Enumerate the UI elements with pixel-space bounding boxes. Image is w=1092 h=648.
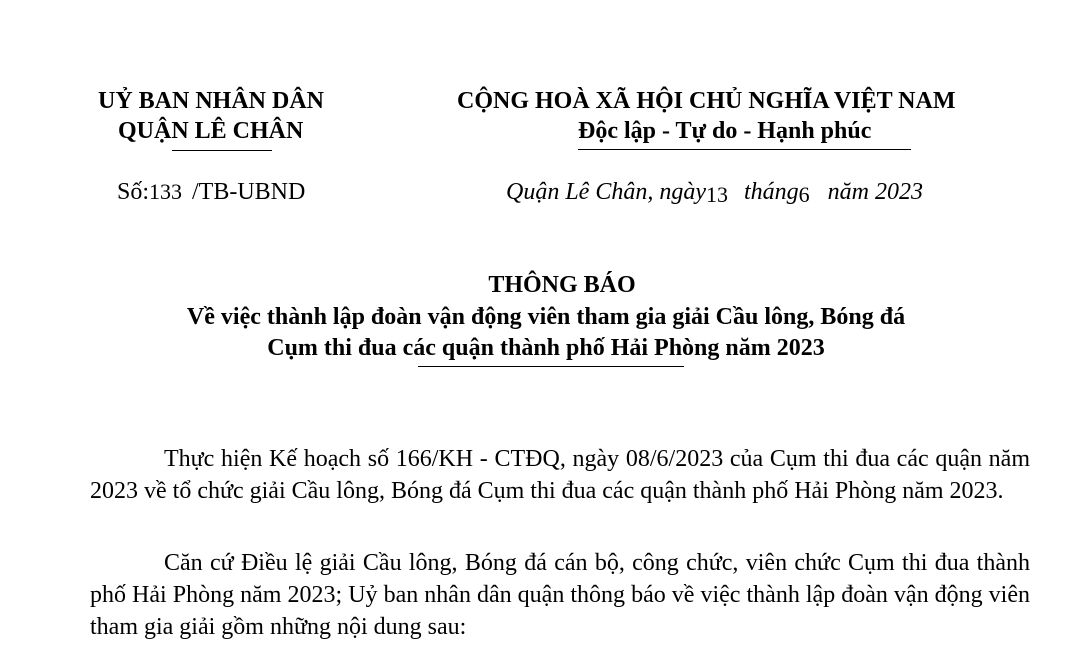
- document-number-suffix: /TB-UBND: [192, 179, 306, 205]
- motto-underline: [578, 149, 911, 150]
- document-subject-line2: Cụm thi đua các quận thành phố Hải Phòng năm 2023: [267, 335, 825, 361]
- date-month: 6: [798, 182, 810, 207]
- national-motto: Độc lập - Tự do - Hạnh phúc: [578, 118, 872, 144]
- country-name: CỘNG HOÀ XÃ HỘI CHỦ NGHĨA VIỆT NAM: [457, 88, 956, 114]
- document-number-value: 133: [149, 179, 183, 204]
- body-paragraph-2: Căn cứ Điều lệ giải Cầu lông, Bóng đá cán bộ, công chức, viên chức Cụm thi đua thành phố Hải Phòng năm 2023; Uỷ ban nhân dân quận thông báo về việc thành lập đoàn vận động viên tham gia giải gồm những nội dung sau:: [90, 550, 1030, 640]
- title-underline: [418, 366, 684, 367]
- document-number: [117, 177, 305, 207]
- place-date-prefix: Quận Lê Chân, ngày: [506, 179, 706, 205]
- agency-name-line2: QUẬN LÊ CHÂN: [118, 118, 304, 144]
- agency-underline: [172, 150, 272, 151]
- date-month-label: tháng: [744, 179, 799, 205]
- place-and-date: [506, 177, 923, 207]
- body-paragraph-1: Thực hiện Kế hoạch số 166/KH - CTĐQ, ngày 08/6/2023 của Cụm thi đua các quận năm 2023 về tổ chức giải Cầu lông, Bóng đá Cụm thi đua các quận thành phố Hải Phòng năm 2023.: [90, 446, 1030, 504]
- document-number-prefix: Số:: [117, 179, 150, 205]
- document-title: THÔNG BÁO: [488, 272, 636, 298]
- date-day: 13: [706, 182, 728, 207]
- date-year: năm 2023: [827, 179, 924, 205]
- agency-name-line1: UỶ BAN NHÂN DÂN: [98, 88, 324, 114]
- document-subject-line1: Về việc thành lập đoàn vận động viên tham gia giải Cầu lông, Bóng đá: [186, 304, 906, 330]
